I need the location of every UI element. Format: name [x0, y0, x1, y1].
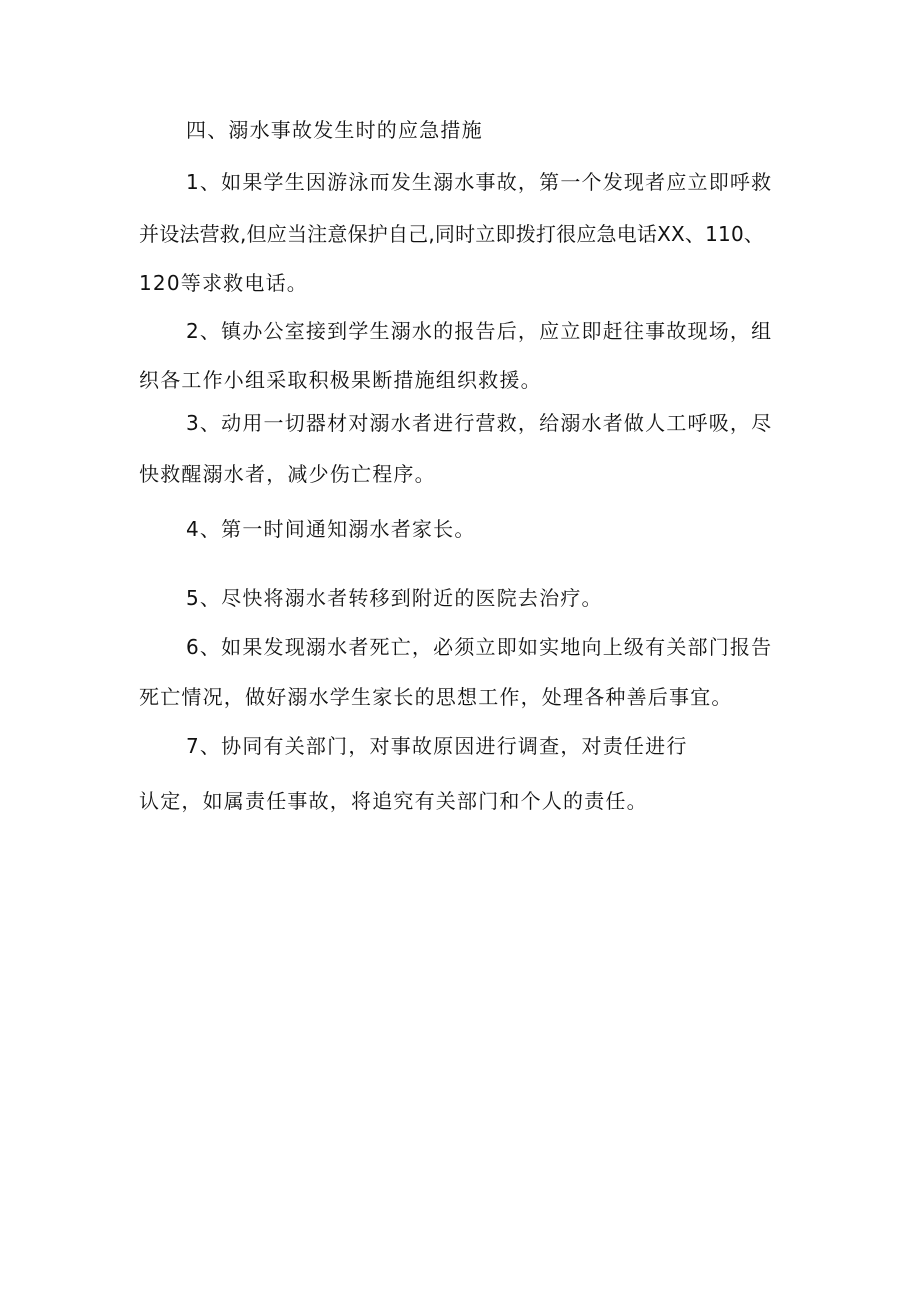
item-6-line-2: 死亡情况，做好溺水学生家长的思想工作，处理各种善后事宜。 [139, 685, 733, 709]
section-heading: 四、溺水事故发生时的应急措施 [186, 118, 483, 142]
item-3-line-1: 3、动用一切器材对溺水者进行营救，给溺水者做人工呼吸，尽 [186, 411, 773, 435]
item-6-line-1: 6、如果发现溺水者死亡，必须立即如实地向上级有关部门报告 [186, 635, 773, 659]
item-1-line-2: 并设法营救,但应当注意保护自己,同时立即拨打很应急电话XX、110、 [139, 222, 765, 246]
item-5-line-1: 5、尽快将溺水者转移到附近的医院去治疗。 [186, 586, 603, 610]
item-4-line-1: 4、第一时间通知溺水者家长。 [186, 517, 476, 541]
item-7-line-1: 7、协同有关部门，对事故原因进行调查，对责任进行 [186, 734, 688, 758]
item-3-line-2: 快救醒溺水者，减少伤亡程序。 [139, 462, 436, 486]
item-1-line-3: 120等求救电话。 [139, 271, 308, 295]
item-1-line-1: 1、如果学生因游泳而发生溺水事故，第一个发现者应立即呼救 [186, 170, 773, 194]
item-2-line-1: 2、镇办公室接到学生溺水的报告后，应立即赶往事故现场，组 [186, 319, 773, 343]
item-2-line-2: 织各工作小组采取积极果断措施组织救援。 [139, 368, 542, 392]
item-7-line-2: 认定，如属责任事故，将追究有关部门和个人的责任。 [139, 789, 648, 813]
